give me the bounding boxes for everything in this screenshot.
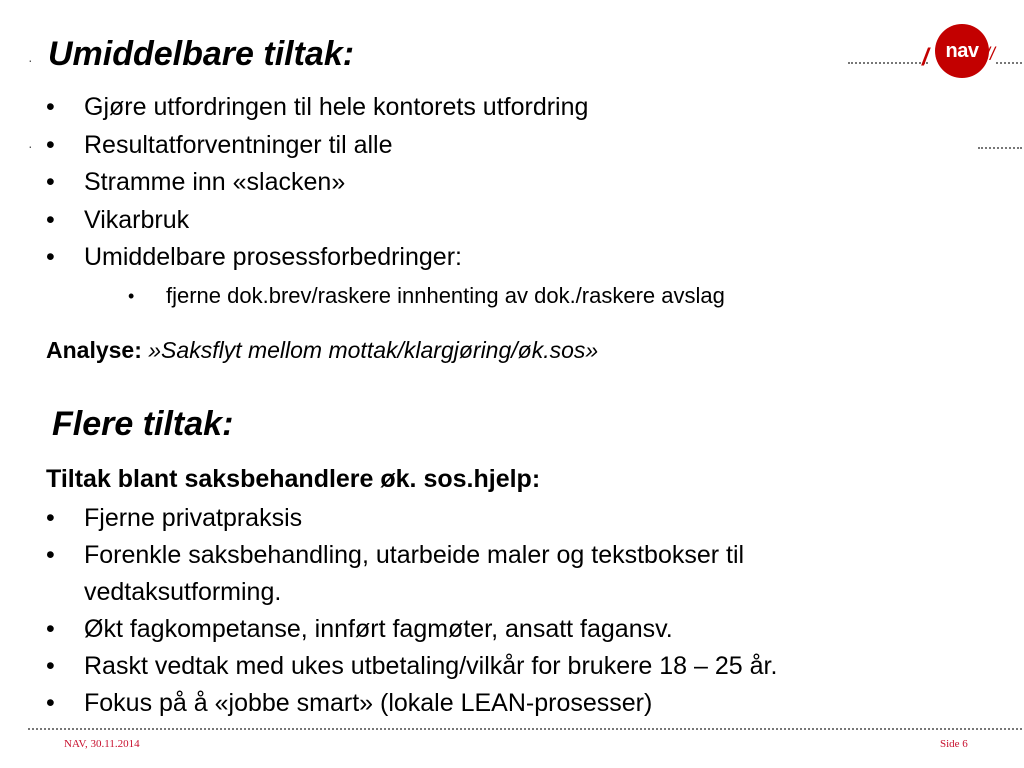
footer-dotted-rule (28, 728, 1022, 730)
heading-immediate-actions: Umiddelbare tiltak: (48, 35, 355, 73)
sub-list-item: • fjerne dok.brev/raskere innhenting av dok./raskere avslag (128, 281, 725, 311)
more-actions-list (46, 500, 946, 722)
list-item: • Fjerne privatpraksis (46, 500, 946, 537)
list-item: • Resultatforventninger til alle (46, 127, 588, 165)
header-dotted-rule-left (848, 62, 928, 64)
logo-circle (935, 24, 989, 78)
header-dotted-rule-right (996, 62, 1022, 64)
analysis-label: Analyse: (46, 337, 142, 363)
list-item: • Økt fagkompetanse, innført fagmøter, ansatt fagansv. (46, 611, 946, 648)
decor-dot-2: · (28, 138, 33, 154)
list-item: • Forenkle saksbehandling, utarbeide maler og tekstbokser til vedtaksutforming. (46, 537, 914, 611)
heading-more-actions: Flere tiltak: (52, 405, 234, 443)
footer-date: NAV, 30.11.2014 (64, 738, 140, 750)
list-item: • Vikarbruk (46, 202, 588, 240)
footer-page-number: Side 6 (940, 738, 968, 750)
decor-dot-1: · (28, 52, 33, 68)
logo-slash-right: // (985, 44, 996, 64)
logo-slash-left: / (922, 44, 929, 71)
list-item: • Stramme inn «slacken» (46, 164, 588, 202)
immediate-actions-list (46, 89, 588, 277)
list-item: • Fokus på å «jobbe smart» (lokale LEAN-prosesser) (46, 685, 946, 722)
process-improvements-sublist (128, 281, 725, 311)
logo-text: nav (945, 39, 979, 62)
analysis-value: »Saksflyt mellom mottak/klargjøring/øk.sos» (141, 337, 599, 363)
list-item: • Gjøre utfordringen til hele kontorets utfordring (46, 89, 588, 127)
analysis-line (46, 337, 598, 364)
caseworker-actions-subheading: Tiltak blant saksbehandlere øk. sos.hjelp: (46, 465, 541, 493)
list-item: • Raskt vedtak med ukes utbetaling/vilkår for brukere 18 – 25 år. (46, 648, 946, 685)
list-item: • Umiddelbare prosessforbedringer: (46, 239, 588, 277)
header-dotted-rule-2 (978, 147, 1022, 149)
